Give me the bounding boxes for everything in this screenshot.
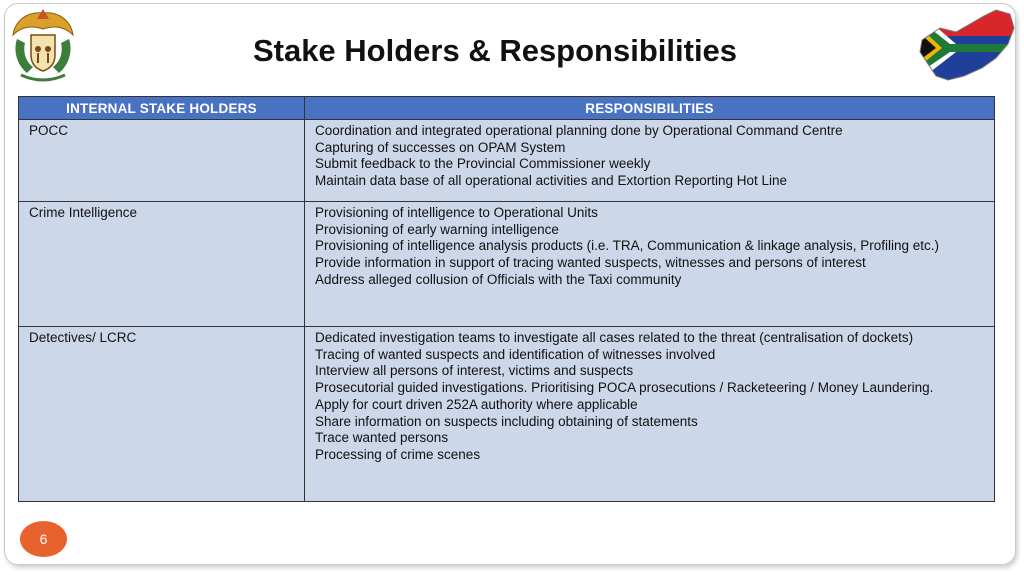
responsibility-item: Prosecutorial guided investigations. Prioritising POCA prosecutions / Racketeering / Money Laundering.	[315, 380, 934, 396]
stakeholder-table	[18, 96, 995, 502]
responsibility-item: Provisioning of intelligence analysis products (i.e. TRA, Communication & linkage analysis, Profiling etc.)	[315, 238, 940, 254]
table-header-row	[19, 97, 995, 120]
responsibility-item: Dedicated investigation teams to investigate all cases related to the threat (centralisation of dockets)	[315, 330, 914, 345]
responsibility-item: Address alleged collusion of Officials with the Taxi community	[315, 271, 682, 287]
responsibility-item: Apply for court driven 252A authority where applicable	[315, 396, 638, 412]
responsibility-item: Share information on suspects including obtaining of statements	[315, 413, 698, 429]
responsibility-item: Trace wanted persons	[315, 430, 449, 446]
stakeholder-cell: Detectives/ LCRC	[19, 327, 305, 502]
table-row	[19, 202, 995, 327]
responsibility-item: Tracing of wanted suspects and identification of witnesses involved	[315, 346, 716, 362]
header-responsibilities: RESPONSIBILITIES	[305, 97, 995, 120]
responsibilities-cell	[305, 120, 995, 202]
responsibility-item: Maintain data base of all operational activities and Extortion Reporting Hot Line	[315, 173, 788, 189]
responsibility-item: Coordination and integrated operational planning done by Operational Command Centre	[315, 123, 843, 138]
stakeholder-cell: POCC	[19, 120, 305, 202]
responsibility-item: Submit feedback to the Provincial Commissioner weekly	[315, 156, 651, 172]
responsibility-item: Capturing of successes on OPAM System	[315, 139, 566, 155]
responsibilities-cell	[305, 202, 995, 327]
table-row	[19, 120, 995, 202]
page-title: Stake Holders & Responsibilities	[252, 33, 738, 68]
page-number-badge: 6	[20, 521, 67, 557]
responsibilities-cell	[305, 327, 995, 502]
south-africa-map-flag-icon	[912, 6, 1016, 86]
responsibility-item: Provide information in support of tracing wanted suspects, witnesses and persons of interest	[315, 255, 866, 271]
responsibility-item: Processing of crime scenes	[315, 446, 481, 462]
responsibility-item: Interview all persons of interest, victims and suspects	[315, 363, 634, 379]
table-row	[19, 327, 995, 502]
responsibility-item: Provisioning of early warning intelligence	[315, 221, 559, 237]
header-internal-stakeholders: INTERNAL STAKE HOLDERS	[19, 97, 305, 120]
stakeholder-cell: Crime Intelligence	[19, 202, 305, 327]
responsibility-item: Provisioning of intelligence to Operational Units	[315, 205, 598, 220]
